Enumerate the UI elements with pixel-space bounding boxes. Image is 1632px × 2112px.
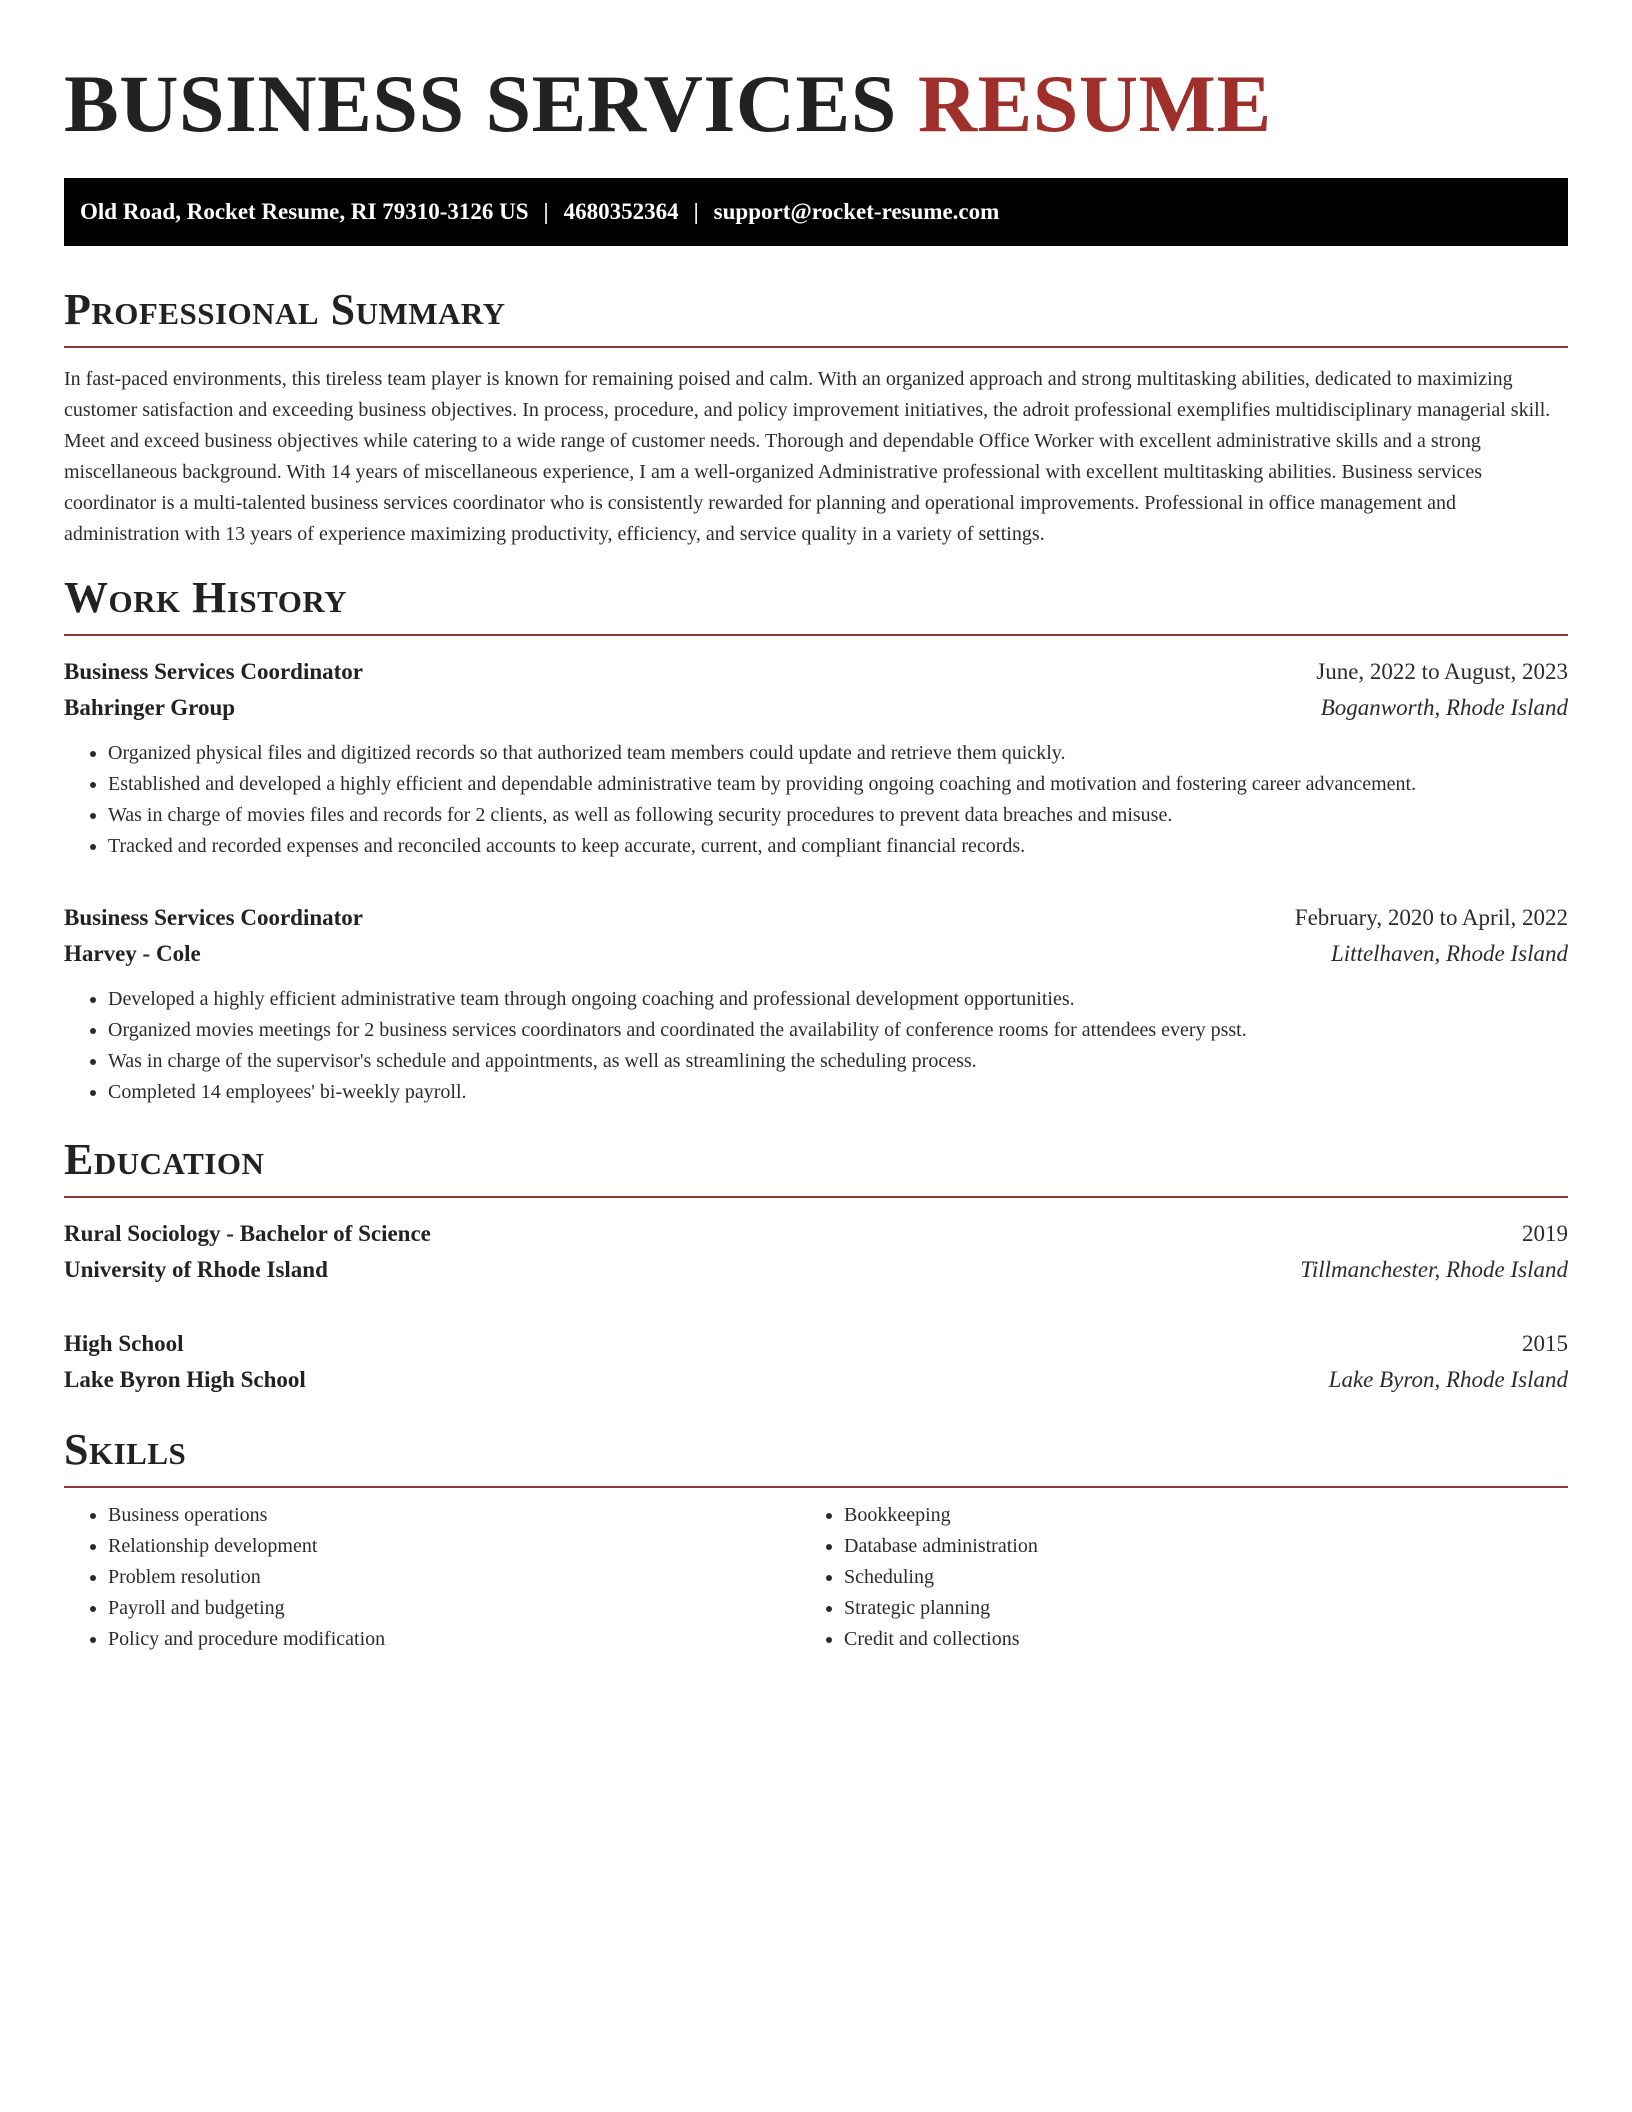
job-bullet: • Completed 14 employees' bi-weekly payroll. <box>108 1077 1568 1108</box>
job-entry <box>64 900 1568 1108</box>
education-entry <box>64 1216 1568 1288</box>
education-degree-row <box>64 1216 1568 1252</box>
skill-item: • Strategic planning <box>844 1593 1544 1624</box>
contact-email: support@rocket-resume.com <box>713 199 1000 224</box>
title-accent: RESUME <box>917 58 1272 149</box>
skill-item: • Business operations <box>108 1500 804 1531</box>
summary-section <box>64 284 1568 550</box>
education-degree-row <box>64 1326 1568 1362</box>
education-location: Tillmanchester, Rhode Island <box>1300 1257 1568 1282</box>
education-heading: Education <box>64 1134 1568 1198</box>
education-school: University of Rhode Island <box>64 1257 328 1282</box>
job-dates: June, 2022 to August, 2023 <box>1316 659 1568 684</box>
job-bullet: • Tracked and recorded expenses and reconciled accounts to keep accurate, current, and compliant financial records. <box>108 831 1568 862</box>
title-main: BUSINESS SERVICES <box>64 58 897 149</box>
skills-heading: Skills <box>64 1424 1568 1488</box>
summary-text: In fast-paced environments, this tireless team player is known for remaining poised and calm. With an organized approach and strong multitasking abilities, dedicated to maximizing customer satisfaction and exceeding business objectives. In process, procedure, and policy improvement initiatives, the adroit professional exemplifies multidisciplinary managerial skill. Meet and exceed business objectives while catering to a wide range of customer needs. Thorough and dependable Office Worker with excellent administrative skills and a strong miscellaneous background. With 14 years of miscellaneous experience, I am a well-organized Administrative professional with excellent multitasking abilities. Business services coordinator is a multi-talented business services coordinator who is consistently rewarded for planning and operational improvements. Professional in office management and administration with 13 years of experience maximizing productivity, efficiency, and service quality in a variety of settings. <box>64 368 1551 545</box>
skill-item: • Database administration <box>844 1531 1544 1562</box>
contact-bar <box>64 178 1568 246</box>
job-location: Littelhaven, Rhode Island <box>1331 941 1568 966</box>
skill-item: • Problem resolution <box>108 1562 804 1593</box>
contact-address: Old Road, Rocket Resume, RI 79310-3126 US <box>80 199 529 224</box>
job-title: Business Services Coordinator <box>64 659 363 684</box>
job-bullets <box>64 984 1568 1108</box>
education-school-row <box>64 1252 1568 1288</box>
education-entry <box>64 1326 1568 1398</box>
job-company-row <box>64 690 1568 726</box>
job-company: Bahringer Group <box>64 695 236 720</box>
education-school-row <box>64 1362 1568 1398</box>
job-entry <box>64 654 1568 862</box>
job-dates: February, 2020 to April, 2022 <box>1294 905 1568 930</box>
job-company: Harvey - Cole <box>64 941 201 966</box>
skills-column-left <box>64 1500 804 1655</box>
job-company-row <box>64 936 1568 972</box>
skills-column-right <box>804 1500 1544 1655</box>
work-history-section <box>64 572 1568 1108</box>
contact-phone: 4680352364 <box>563 199 679 224</box>
education-degree: Rural Sociology - Bachelor of Science <box>64 1221 431 1246</box>
skill-item: • Bookkeeping <box>844 1500 1544 1531</box>
job-bullet: • Was in charge of the supervisor's schedule and appointments, as well as streamlining the scheduling process. <box>108 1046 1568 1077</box>
skills-grid <box>64 1500 1568 1655</box>
job-bullet: • Organized physical files and digitized records so that authorized team members could update and retrieve them quickly. <box>108 738 1568 769</box>
skill-item: • Scheduling <box>844 1562 1544 1593</box>
education-school: Lake Byron High School <box>64 1367 306 1392</box>
job-bullet: • Developed a highly efficient administrative team through ongoing coaching and professional development opportunities. <box>108 984 1568 1015</box>
job-title: Business Services Coordinator <box>64 905 363 930</box>
job-location: Boganworth, Rhode Island <box>1320 695 1568 720</box>
skill-item: • Policy and procedure modification <box>108 1624 804 1655</box>
skill-item: • Credit and collections <box>844 1624 1544 1655</box>
resume-title <box>64 56 1568 152</box>
job-bullets <box>64 738 1568 862</box>
education-year: 2019 <box>1522 1221 1568 1246</box>
job-title-row <box>64 654 1568 690</box>
contact-separator: | <box>543 199 549 224</box>
skills-section <box>64 1424 1568 1655</box>
job-title-row <box>64 900 1568 936</box>
education-location: Lake Byron, Rhode Island <box>1328 1367 1568 1392</box>
job-bullet: • Was in charge of movies files and records for 2 clients, as well as following security procedures to prevent data breaches and misuse. <box>108 800 1568 831</box>
education-section <box>64 1134 1568 1398</box>
work-history-heading: Work History <box>64 572 1568 636</box>
skill-item: • Payroll and budgeting <box>108 1593 804 1624</box>
contact-separator: | <box>693 199 699 224</box>
skill-item: • Relationship development <box>108 1531 804 1562</box>
job-bullet: • Established and developed a highly efficient and dependable administrative team by providing ongoing coaching and motivation and fostering career advancement. <box>108 769 1568 800</box>
education-year: 2015 <box>1522 1331 1568 1356</box>
summary-heading: Professional Summary <box>64 284 1568 348</box>
job-bullet: • Organized movies meetings for 2 business services coordinators and coordinated the availability of conference rooms for attendees every psst. <box>108 1015 1568 1046</box>
education-degree: High School <box>64 1331 184 1356</box>
